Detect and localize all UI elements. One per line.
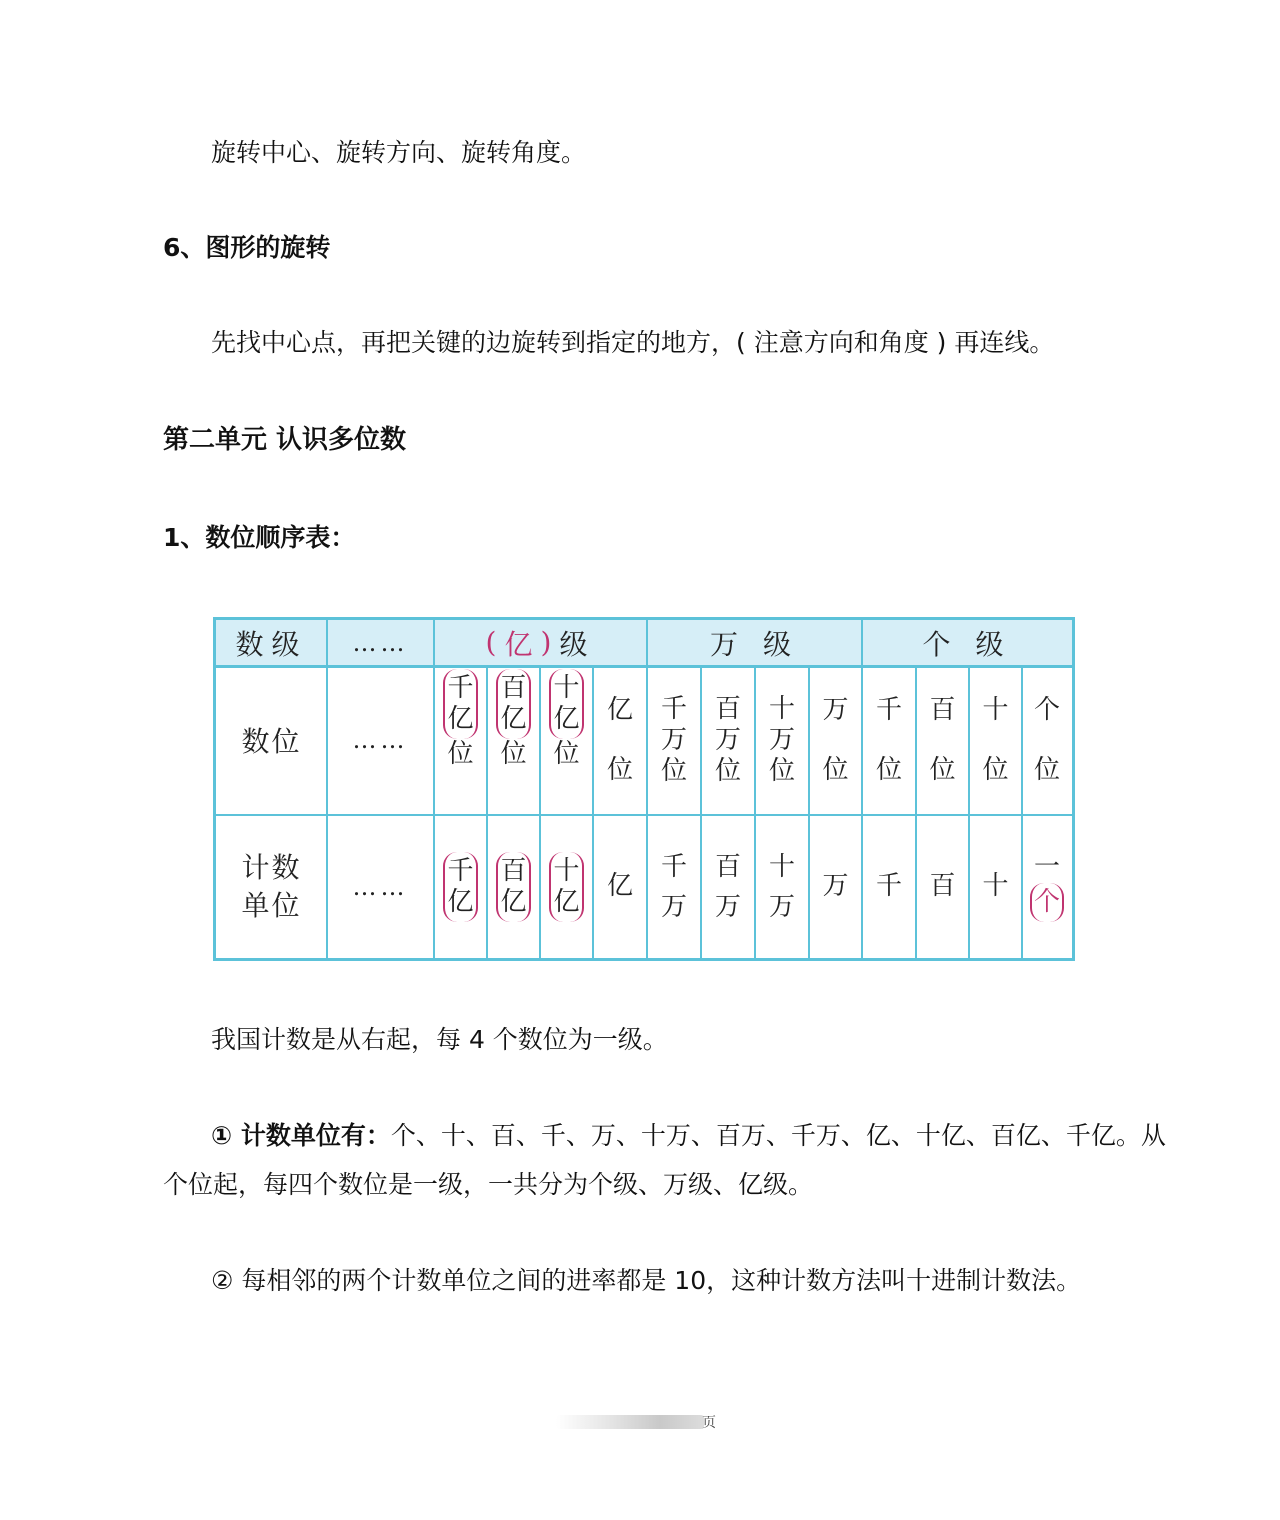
place-name-cell bbox=[593, 665, 647, 815]
place-name-answer-bracket bbox=[443, 669, 477, 739]
counting-unit-text bbox=[929, 871, 955, 902]
place-name-text bbox=[443, 669, 477, 770]
place-name-char: 位 bbox=[768, 755, 795, 786]
counting-unit-answer-char: 个 bbox=[1033, 886, 1060, 917]
counting-unit-cell bbox=[593, 815, 647, 958]
place-name-char: 亿 bbox=[553, 704, 580, 734]
counting-unit-char: 千 bbox=[660, 851, 687, 882]
place-name-char: 位 bbox=[875, 755, 902, 785]
unit-title: 第二单元 认识多位数 bbox=[163, 425, 407, 455]
place-name-text bbox=[982, 680, 1008, 800]
counting-unit-answer-bracket bbox=[443, 852, 477, 922]
counting-unit-answer-bracket bbox=[1030, 883, 1064, 922]
counting-unit-text bbox=[715, 847, 741, 927]
counting-unit-text bbox=[549, 852, 583, 922]
footer-page-suffix: 页 bbox=[702, 1415, 716, 1431]
paragraph-counting-units-cont: 个位起，每四个数位是一级，一共分为个级、万级、亿级。 bbox=[163, 1170, 814, 1199]
counting-unit-text bbox=[607, 871, 633, 902]
counting-unit-cell bbox=[809, 815, 862, 958]
counting-unit-char: 万 bbox=[714, 891, 741, 922]
counting-unit-char: 百 bbox=[500, 855, 527, 886]
counting-unit-char: 千 bbox=[447, 855, 474, 886]
footer-page-marker bbox=[556, 1415, 704, 1429]
place-name-char: 位 bbox=[447, 739, 474, 769]
counting-unit-answer-bracket bbox=[549, 852, 583, 922]
counting-units-list: 个、十、百、千、万、十万、百万、千万、亿、十亿、百亿、千亿。从 bbox=[390, 1121, 1166, 1150]
counting-unit-char: 亿 bbox=[447, 886, 474, 917]
place-name-char: 百 bbox=[500, 673, 527, 703]
place-name-char: 千 bbox=[660, 693, 687, 724]
row-label-unit-part: 计数 bbox=[241, 850, 302, 884]
place-name-char: 万 bbox=[714, 724, 741, 755]
counting-unit-cell bbox=[647, 815, 701, 958]
header-yi-close-paren: ) bbox=[540, 626, 560, 659]
counting-unit-char: 千 bbox=[875, 871, 902, 901]
counting-unit-char: 万 bbox=[822, 871, 849, 901]
place-name-cell bbox=[647, 665, 701, 815]
row-label-unit-part: 单位 bbox=[241, 888, 302, 922]
counting-unit-char: 亿 bbox=[500, 886, 527, 917]
counting-unit-text bbox=[982, 871, 1008, 902]
place-name-char: 亿 bbox=[606, 695, 633, 725]
place-name-text bbox=[769, 694, 795, 787]
place-name-char: 万 bbox=[822, 695, 849, 725]
paragraph-rotation-elements: 旋转中心、旋转方向、旋转角度。 bbox=[211, 138, 587, 167]
place-name-cell bbox=[487, 665, 540, 815]
header-yi-answer: 亿 bbox=[504, 627, 541, 661]
place-name-cell bbox=[755, 665, 809, 815]
place-name-char: 位 bbox=[1033, 755, 1060, 785]
place-name-cell bbox=[916, 665, 969, 815]
counting-unit-char: 亿 bbox=[553, 886, 580, 917]
place-name-char: 位 bbox=[982, 755, 1009, 785]
place-name-cell bbox=[862, 665, 916, 815]
counting-unit-cell bbox=[487, 815, 540, 958]
counting-unit-char: 十 bbox=[982, 871, 1009, 901]
counting-unit-char: 十 bbox=[768, 851, 795, 882]
place-value-table bbox=[213, 617, 1075, 961]
counting-unit-char: 一 bbox=[1033, 851, 1060, 882]
place-name-char: 位 bbox=[929, 755, 956, 785]
counting-unit-text bbox=[1030, 852, 1064, 922]
counting-unit-cell bbox=[969, 815, 1022, 958]
paragraph-rotation-method: 先找中心点，再把关键的边旋转到指定的地方，( 注意方向和角度 ) 再连线。 bbox=[211, 328, 1055, 357]
counting-unit-cell bbox=[540, 815, 593, 958]
heading-place-value-table: 1、数位顺序表： bbox=[163, 523, 356, 552]
counting-unit-char: 百 bbox=[714, 851, 741, 882]
place-name-answer-bracket bbox=[496, 669, 530, 739]
header-yi-class bbox=[434, 620, 647, 665]
counting-unit-text bbox=[876, 871, 902, 902]
place-name-char: 亿 bbox=[500, 704, 527, 734]
place-name-char: 亿 bbox=[447, 704, 474, 734]
counting-unit-cell bbox=[862, 815, 916, 958]
counting-units-label: ① 计数单位有： bbox=[211, 1121, 391, 1150]
place-name-char: 千 bbox=[875, 695, 902, 725]
place-name-cell bbox=[540, 665, 593, 815]
place-name-text bbox=[496, 669, 530, 770]
counting-unit-text bbox=[661, 847, 687, 927]
place-name-text bbox=[876, 680, 902, 800]
place-name-char: 万 bbox=[768, 724, 795, 755]
header-wan-class: 万 级 bbox=[710, 627, 799, 661]
paragraph-counting-units bbox=[211, 1121, 1166, 1151]
paragraph-grouping-rule: 我国计数是从右起，每 4 个数位为一级。 bbox=[211, 1025, 668, 1054]
place-name-text bbox=[661, 694, 687, 787]
counting-unit-char: 万 bbox=[768, 891, 795, 922]
row-place-ellipsis: …… bbox=[352, 726, 409, 754]
place-name-text bbox=[715, 694, 741, 787]
row-label-place: 数位 bbox=[241, 725, 302, 758]
counting-unit-cell bbox=[916, 815, 969, 958]
header-ge-class: 个 级 bbox=[922, 627, 1012, 661]
counting-unit-char: 十 bbox=[553, 855, 580, 886]
place-name-cell bbox=[1022, 665, 1072, 815]
place-name-char: 百 bbox=[714, 693, 741, 724]
counting-unit-cell bbox=[434, 815, 487, 958]
place-name-char: 十 bbox=[982, 695, 1009, 725]
row-unit-ellipsis: …… bbox=[352, 872, 409, 901]
header-yi-suffix: 级 bbox=[559, 627, 596, 661]
place-name-char: 百 bbox=[929, 695, 956, 725]
place-name-answer-bracket bbox=[549, 669, 583, 739]
place-name-char: 十 bbox=[768, 693, 795, 724]
heading-figure-rotation: 6、图形的旋转 bbox=[163, 233, 331, 262]
place-name-text bbox=[822, 680, 848, 800]
place-name-text bbox=[607, 680, 633, 800]
place-name-text bbox=[1034, 680, 1060, 800]
place-name-char: 位 bbox=[606, 755, 633, 785]
place-name-char: 万 bbox=[660, 724, 687, 755]
counting-unit-char: 百 bbox=[929, 871, 956, 901]
counting-unit-char: 亿 bbox=[606, 871, 633, 901]
counting-unit-char: 万 bbox=[660, 891, 687, 922]
place-name-char: 位 bbox=[714, 755, 741, 786]
place-name-cell bbox=[969, 665, 1022, 815]
place-name-char: 位 bbox=[553, 739, 580, 769]
place-name-text bbox=[929, 680, 955, 800]
place-name-char: 千 bbox=[447, 673, 474, 703]
place-name-char: 位 bbox=[822, 755, 849, 785]
place-name-cell bbox=[434, 665, 487, 815]
counting-unit-text bbox=[769, 847, 795, 927]
counting-unit-cell bbox=[701, 815, 755, 958]
counting-unit-cell bbox=[755, 815, 809, 958]
counting-unit-cell bbox=[1022, 815, 1072, 958]
paragraph-decimal-system: ② 每相邻的两个计数单位之间的进率都是 10，这种计数方法叫十进制计数法。 bbox=[211, 1266, 1082, 1295]
header-number-class: 数级 bbox=[235, 627, 308, 661]
place-name-text bbox=[549, 669, 583, 770]
header-ellipsis: …… bbox=[352, 628, 409, 657]
place-name-cell bbox=[701, 665, 755, 815]
place-name-cell bbox=[809, 665, 862, 815]
place-name-char: 位 bbox=[660, 755, 687, 786]
counting-unit-answer-bracket bbox=[496, 852, 530, 922]
place-name-char: 十 bbox=[553, 673, 580, 703]
counting-unit-text bbox=[496, 852, 530, 922]
counting-unit-text bbox=[822, 871, 848, 902]
header-yi-open-paren: ( bbox=[485, 626, 505, 659]
place-name-char: 位 bbox=[500, 739, 527, 769]
row-label-unit bbox=[216, 815, 327, 958]
place-name-char: 个 bbox=[1033, 695, 1060, 725]
counting-unit-text bbox=[443, 852, 477, 922]
